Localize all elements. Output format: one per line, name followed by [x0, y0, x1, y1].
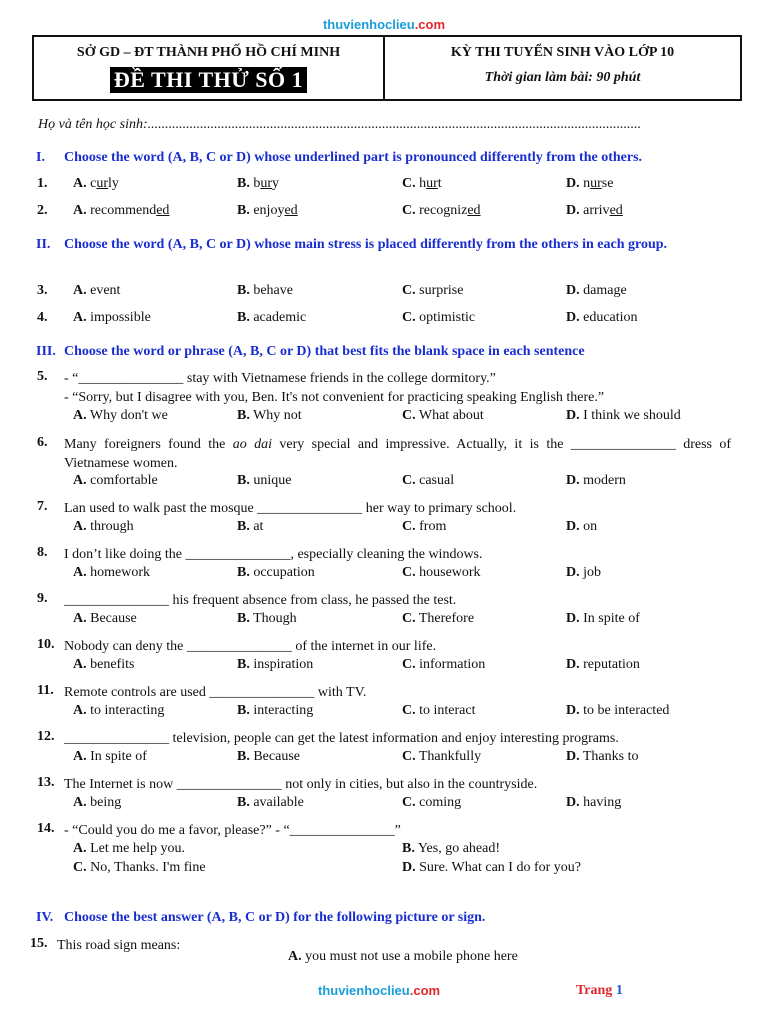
option-b: B. at: [237, 519, 264, 534]
option-c: C. What about: [402, 408, 484, 423]
section-ii-heading: II. Choose the word (A, B, C or D) whose main stress is placed differently from the others in each group.: [36, 237, 668, 252]
option-d: D. Thanks to: [566, 749, 639, 764]
option-a: A. you must not use a mobile phone here: [288, 949, 518, 964]
options: [73, 611, 733, 631]
options: [73, 565, 733, 585]
option-b: B. inspiration: [237, 657, 314, 672]
exam-header: [32, 35, 742, 101]
question-stem: The Internet is now _______________ not only in cities, but also in the countryside.: [64, 777, 538, 792]
option-b: B. bury: [237, 176, 280, 191]
option-d: D. job: [566, 565, 602, 580]
question-stem: - “Could you do me a favor, please?” - “_______________”: [64, 823, 401, 838]
header-right: [385, 37, 740, 99]
option-b: B. Why not: [237, 408, 302, 423]
option-a: A. event: [73, 283, 121, 298]
exam-title: ĐỀ THI THỬ SỐ 1: [110, 67, 307, 93]
options: [288, 949, 768, 969]
option-c: C. information: [402, 657, 486, 672]
student-name-line: Họ và tên học sinh:.............................................................................................................................................: [38, 117, 642, 132]
department: SỞ GD – ĐT THÀNH PHỐ HỒ CHÍ MINH: [76, 45, 341, 60]
option-d: D. In spite of: [566, 611, 640, 626]
options: [73, 703, 733, 723]
option-d: D. to be interacted: [566, 703, 670, 718]
option-b: B. available: [237, 795, 304, 810]
option-c: C. optimistic: [402, 310, 476, 325]
option-d: D. education: [566, 310, 638, 325]
option-a: A. Because: [73, 611, 137, 626]
option-d: D. arrived: [566, 203, 623, 218]
question-stem: _______________ television, people can get the latest information and enjoy interesting programs.: [64, 731, 619, 746]
option-a: A. being: [73, 795, 122, 810]
section-iii-heading: III. Choose the word or phrase (A, B, C or D) that best fits the blank space in each sentence: [36, 344, 585, 359]
option-d: D. damage: [566, 283, 627, 298]
question-stem: This road sign means:: [57, 938, 181, 953]
option-c: C. from: [402, 519, 447, 534]
question-stem: Many foreigners found the ao dai very special and impressive. Actually, it is the _______________ dress of Vietnamese women.: [64, 437, 732, 471]
section-iv-heading: IV. Choose the best answer (A, B, C or D) for the following picture or sign.: [36, 910, 486, 925]
option-a: A. curly: [73, 176, 119, 191]
option-d: D. reputation: [566, 657, 640, 672]
option-b: B. occupation: [237, 565, 315, 580]
exam-name: KỲ THI TUYỂN SINH VÀO LỚP 10: [450, 45, 675, 60]
header-left: [34, 37, 385, 99]
option-c: C. Therefore: [402, 611, 475, 626]
option-c: C. hurt: [402, 176, 442, 191]
options: [73, 408, 733, 428]
option-c: C. No, Thanks. I'm fine: [73, 860, 206, 875]
options: [73, 310, 733, 330]
option-a: A. Let me help you.: [73, 841, 185, 856]
option-a: A. to interacting: [73, 703, 165, 718]
option-c: C. housework: [402, 565, 481, 580]
question-stem: _______________ his frequent absence from class, he passed the test.: [64, 593, 457, 608]
option-b: B. academic: [237, 310, 307, 325]
option-a: A. In spite of: [73, 749, 147, 764]
options: [73, 473, 733, 493]
option-c: C. recognized: [402, 203, 481, 218]
option-d: D. I think we should: [566, 408, 681, 423]
question-stem-line-2: - “Sorry, but I disagree with you, Ben. It's not convenient for practicing speaking English there.”: [64, 390, 605, 405]
option-b: B. Yes, go ahead!: [402, 841, 501, 856]
option-a: A. through: [73, 519, 134, 534]
option-d: D. having: [566, 795, 622, 810]
option-a: A. benefits: [73, 657, 135, 672]
options: [73, 841, 733, 861]
option-c: C. to interact: [402, 703, 476, 718]
option-b: B. Though: [237, 611, 297, 626]
question-stem: Lan used to walk past the mosque _______________ her way to primary school.: [64, 501, 517, 516]
options: [73, 176, 733, 196]
option-d: D. Sure. What can I do for you?: [402, 860, 581, 875]
exam-time: Thời gian làm bài: 90 phút: [484, 70, 641, 85]
question-stem: Remote controls are used _______________ with TV.: [64, 685, 367, 700]
options: [73, 795, 733, 815]
option-d: D. modern: [566, 473, 626, 488]
option-a: A. comfortable: [73, 473, 158, 488]
option-a: A. recommended: [73, 203, 170, 218]
option-c: C. Thankfully: [402, 749, 482, 764]
option-a: A. homework: [73, 565, 151, 580]
site-brand-bottom: thuvienhoclieu.com: [318, 983, 441, 998]
question-stem: I don’t like doing the _______________, especially cleaning the windows.: [64, 547, 483, 562]
options: [73, 203, 733, 223]
option-b: B. behave: [237, 283, 293, 298]
page-number: Trang 1: [576, 983, 623, 998]
option-b: B. unique: [237, 473, 292, 488]
section-i-heading: I. Choose the word (A, B, C or D) whose underlined part is pronounced differently from the others.: [36, 150, 643, 165]
options: [73, 749, 733, 769]
option-b: B. enjoyed: [237, 203, 298, 218]
option-b: B. Because: [237, 749, 300, 764]
options: [73, 283, 733, 303]
option-c: C. surprise: [402, 283, 464, 298]
site-brand-top: thuvienhoclieu.com: [322, 17, 446, 32]
question-stem: Nobody can deny the _______________ of the internet in our life.: [64, 639, 437, 654]
option-a: A. impossible: [73, 310, 151, 325]
option-d: D. nurse: [566, 176, 614, 191]
question-stem-line-1: - “_______________ stay with Vietnamese friends in the college dormitory.”: [64, 371, 496, 386]
option-c: C. coming: [402, 795, 462, 810]
options: [73, 519, 733, 539]
options: [73, 657, 733, 677]
options: [73, 860, 733, 880]
option-c: C. casual: [402, 473, 455, 488]
option-b: B. interacting: [237, 703, 314, 718]
option-a: A. Why don't we: [73, 408, 168, 423]
option-d: D. on: [566, 519, 598, 534]
